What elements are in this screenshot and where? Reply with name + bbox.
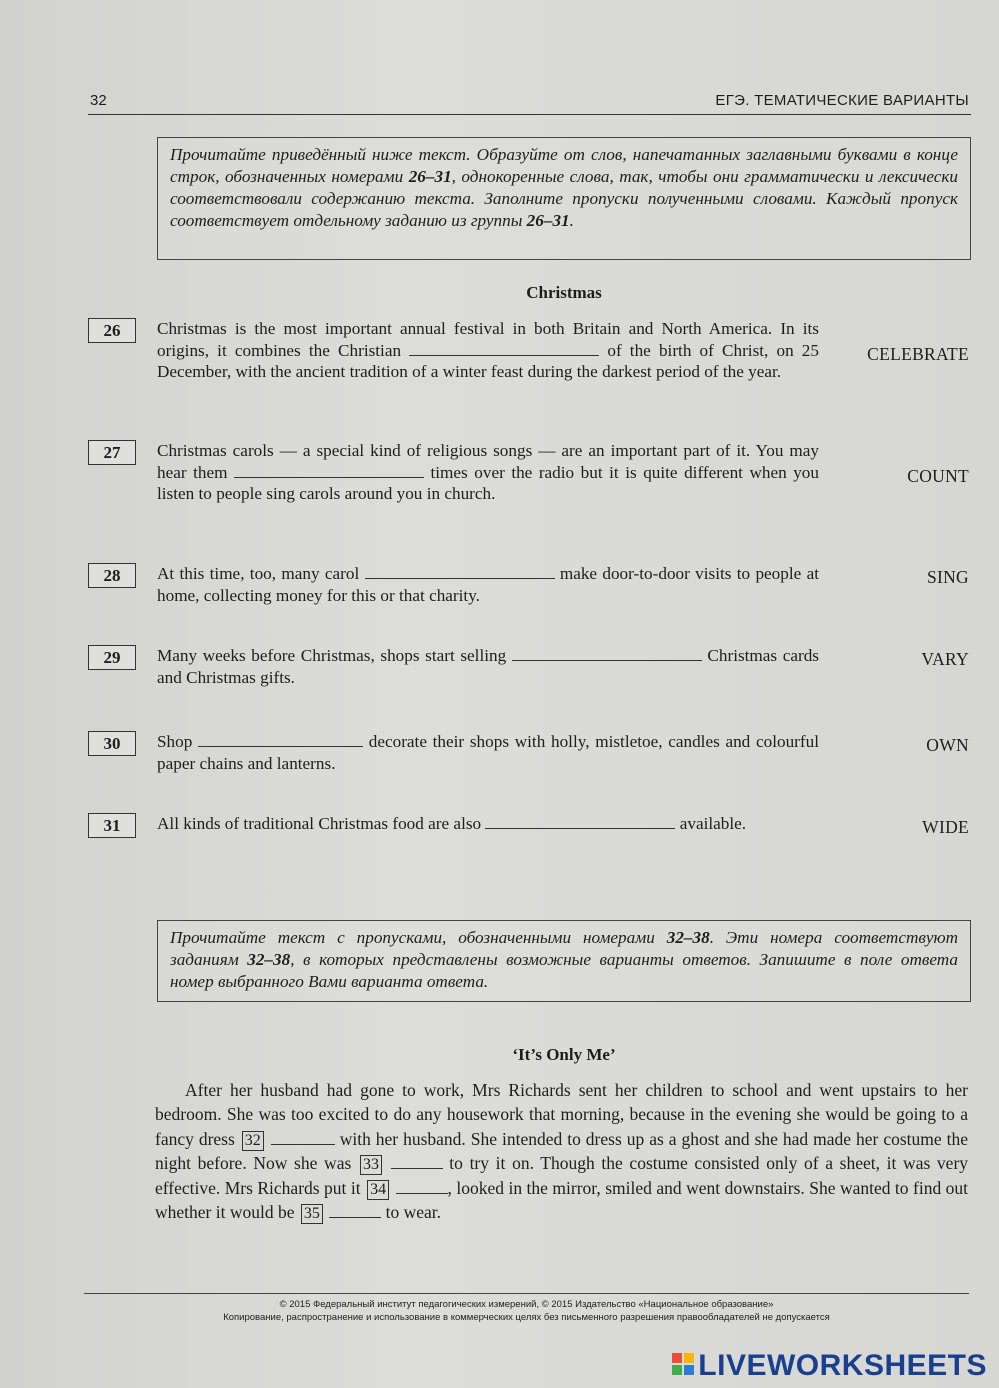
answer-blank-26[interactable] [409, 341, 599, 356]
instruction-text: , в которых представлены возможные варианты ответов. Запишите в поле ответа номер выбранного Вами варианта ответа. [170, 950, 958, 991]
header-divider [88, 114, 971, 115]
task-text-after: make door-to-door visits to people at home, collecting money for this or that charity. [157, 564, 819, 605]
footer-license: Копирование, распространение и использование в коммерческих целях без письменного разрешения правообладателей не допускается [223, 1312, 830, 1323]
task-number-box: 29 [88, 645, 136, 670]
answer-blank-27[interactable] [234, 463, 424, 478]
base-word: SING [926, 567, 969, 587]
task-text-before: All kinds of traditional Christmas food are also [157, 814, 486, 833]
task-sentence [157, 440, 819, 505]
instruction-range: 32–38 [247, 950, 291, 969]
task-text-before: Shop [157, 732, 199, 751]
answer-blank-29[interactable] [512, 646, 702, 661]
task-sentence [157, 731, 819, 774]
instruction-text: Прочитайте приведённый ниже текст. Образуйте от слов, напечатанных заглавными буквами в конце строк, обозначенных номерами [170, 145, 958, 186]
gap-number-34: 34 [367, 1180, 389, 1200]
base-word: WIDE [922, 817, 969, 837]
task-sentence [157, 645, 819, 688]
task-text-after: decorate their shops with holly, mistletoe, candles and colourful paper chains and lanterns. [157, 732, 819, 773]
base-word: VARY [921, 649, 969, 669]
answer-blank-32[interactable] [271, 1132, 335, 1145]
task-text-after: of the birth of Christ, on 25 December, with the ancient tradition of a winter feast during the darkest period of the year. [157, 340, 819, 381]
story-text: to try it on. Though the costume consisted only of a sheet, it was very effective. Mrs Richards put it [155, 1153, 969, 1198]
answer-blank-31[interactable] [485, 814, 675, 829]
text-title-christmas: Christmas [526, 283, 602, 302]
task-text-after: times over the radio but it is quite different when you listen to people sing carols around you in church. [157, 462, 819, 503]
page-number: 32 [90, 92, 107, 109]
answer-blank-34[interactable] [396, 1181, 448, 1194]
base-word: OWN [926, 735, 969, 755]
liveworksheets-logo [672, 1349, 987, 1383]
instruction-range: 26–31 [408, 167, 452, 186]
task-number-box: 30 [88, 731, 136, 756]
instruction-text: , однокоренные слова, так, чтобы они грамматически и лексически соответствовали содержанию текста. Заполните пропуски полученными словами. Каждый пропуск соответствует отдельному заданию из группы [170, 167, 958, 230]
task-sentence [157, 813, 819, 835]
liveworksheets-logo-text: LIVEWORKSHEETS [698, 1349, 987, 1382]
base-word: COUNT [907, 466, 969, 486]
task-text-before: Christmas carols — a special kind of religious songs — are an important part of it. You may hear them [157, 441, 819, 482]
instruction-range: 32–38 [666, 928, 710, 947]
task-number-box: 31 [88, 813, 136, 838]
task-text-after: Christmas cards and Christmas gifts. [157, 646, 819, 687]
gap-number-32: 32 [242, 1131, 264, 1151]
footer-divider [84, 1293, 969, 1294]
story-text: , looked in the mirror, smiled and went downstairs. She wanted to find out whether it would be [155, 1177, 969, 1223]
liveworksheets-logo-icon [672, 1353, 696, 1377]
story-text: After her husband had gone to work, Mrs Richards sent her children to school and went upstairs to her bedroom. She was too excited to do any housework that morning, because in the evening she would be going to a fancy dress [155, 1080, 968, 1149]
instruction-text: Прочитайте текст с пропусками, обозначенными номерами [170, 928, 667, 947]
answer-blank-33[interactable] [391, 1156, 443, 1169]
answer-blank-28[interactable] [365, 564, 555, 579]
instruction-box-multiple-choice [157, 920, 971, 1002]
task-number-box: 27 [88, 440, 136, 465]
story-text: with her husband. She intended to dress up as a ghost and she had made her costume the night before. Now she was [155, 1128, 968, 1174]
footer-copyright: © 2015 Федеральный институт педагогических измерений, © 2015 Издательство «Национальное образование» [279, 1299, 774, 1310]
task-sentence [157, 563, 819, 606]
task-sentence [157, 318, 819, 383]
task-text-before: At this time, too, many carol [157, 564, 365, 583]
task-number-box: 28 [88, 563, 136, 588]
instruction-box-word-formation [157, 137, 971, 260]
gap-number-35: 35 [301, 1204, 323, 1224]
task-number-box: 26 [88, 318, 136, 343]
text-title-its-only-me: ‘It’s Only Me’ [512, 1045, 616, 1064]
book-title: ЕГЭ. ТЕМАТИЧЕСКИЕ ВАРИАНТЫ [715, 92, 969, 109]
gap-number-33: 33 [360, 1155, 382, 1175]
answer-blank-35[interactable] [329, 1205, 381, 1218]
answer-blank-30[interactable] [198, 732, 363, 747]
base-word: CELEBRATE [867, 344, 969, 364]
task-text-before: Christmas is the most important annual festival in both Britain and North America. In its origins, it combines the Christian [157, 319, 819, 360]
task-text-after: available. [675, 814, 747, 833]
instruction-text: . Эти номера соответствуют заданиям [170, 928, 958, 969]
story-text: to wear. [385, 1202, 442, 1223]
story-paragraph [155, 1078, 968, 1224]
instruction-text: . [569, 211, 574, 230]
task-text-before: Many weeks before Christmas, shops start selling [157, 646, 512, 665]
instruction-range: 26–31 [526, 211, 570, 230]
